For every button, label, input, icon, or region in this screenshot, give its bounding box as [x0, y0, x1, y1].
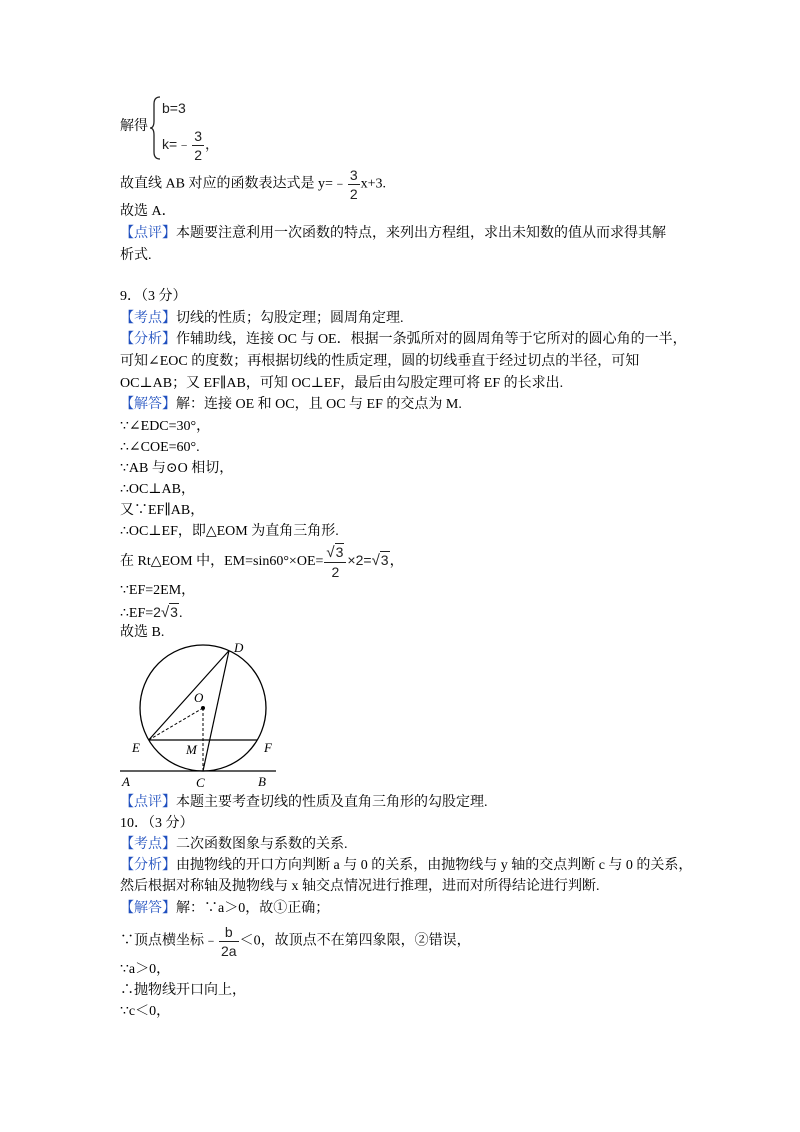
solution-step: ∵a＞0， — [120, 962, 171, 977]
solution-step: ∵c＜0， — [120, 1004, 171, 1019]
analysis-label: 【分析】 — [120, 332, 176, 347]
system-equation-2: k=﹣ $\frac{3}{2}$ ， — [162, 128, 219, 163]
label-b: B — [258, 774, 266, 789]
fraction: $\frac{b}{2a}$ — [221, 924, 237, 959]
topic-line: 【考点】切线的性质；勾股定理；圆周角定理. — [120, 311, 404, 326]
answer-line: 故选 A． — [120, 204, 176, 219]
analysis-line: 可知∠EOC 的度数；再根据切线的性质定理，圆的切线垂直于经过切点的半径，可知 — [120, 354, 640, 369]
label-o: O — [194, 690, 204, 705]
answer-line: 故选 B. — [120, 625, 165, 640]
solution-label: 【解答】 — [120, 901, 176, 916]
fraction: $\frac{3}{2}$ — [349, 167, 358, 202]
topic-line: 【考点】二次函数图象与系数的关系. — [120, 837, 348, 852]
sqrt: √3 — [326, 544, 344, 561]
system-brace — [150, 96, 162, 160]
system-equation-1: b=3 — [162, 100, 186, 116]
review-label: 【点评】 — [120, 226, 176, 241]
review-line: 【点评】本题主要考查切线的性质及直角三角形的勾股定理. — [120, 795, 488, 810]
solution-line: 【解答】解：连接 OE 和 OC，且 OC 与 EF 的交点为 M. — [120, 397, 462, 412]
solve-label: 解得 — [120, 119, 148, 134]
conclusion-line: 故直线 AB 对应的函数表达式是 y=﹣ $\frac{3}{2}$ x+3. — [120, 167, 387, 202]
solution-step: ∴抛物线开口向上， — [120, 983, 246, 998]
solution-step: ∴OC⊥AB， — [120, 482, 195, 497]
sqrt: √3 — [371, 552, 389, 570]
solution-line: 【解答】解：∵a＞0，故①正确； — [120, 901, 330, 916]
geometry-figure — [110, 636, 290, 792]
review-label: 【点评】 — [120, 795, 176, 810]
question-header: 9．（3 分） — [120, 289, 187, 304]
solution-step: ∴∠COE=60°. — [120, 440, 200, 455]
label-d: D — [234, 640, 244, 655]
label-m: M — [186, 742, 197, 757]
solution-step: ∵AB 与⊙O 相切， — [120, 461, 234, 476]
solution-step-ef: ∴EF=2√3. — [120, 604, 183, 621]
solution-step-vertex: ∵顶点横坐标﹣ $\frac{b}{2a}$ ＜0，故顶点不在第四象限，②错误， — [120, 924, 471, 959]
sqrt: √3 — [160, 604, 178, 621]
question-header: 10．（3 分） — [120, 816, 194, 831]
segment-cd — [203, 651, 229, 771]
solution-step: 又∵EF∥AB， — [120, 503, 205, 518]
label-f: F — [264, 740, 272, 755]
review-line-cont: 析式. — [120, 248, 152, 263]
label-e: E — [132, 740, 140, 755]
fraction: $\frac{√3}{2}$ — [324, 545, 346, 579]
solution-step: ∵∠EDC=30°， — [120, 419, 211, 434]
topic-label: 【考点】 — [120, 837, 176, 852]
label-c: C — [196, 775, 205, 790]
analysis-label: 【分析】 — [120, 858, 176, 873]
solution-step: ∵EF=2EM， — [120, 583, 196, 598]
fraction: $\frac{3}{2}$ — [194, 128, 202, 163]
analysis-line: 【分析】作辅助线，连接 OC 与 OE．根据一条弧所对的圆周角等于它所对的圆心角的一半， — [120, 332, 687, 347]
solution-label: 【解答】 — [120, 397, 176, 412]
solution-step: ∴OC⊥EF，即△EOM 为直角三角形. — [120, 524, 339, 539]
solution-step-em: 在 Rt△EOM 中，EM=sin60°×OE= $\frac{√3}{2}$ ×2=√3， — [120, 544, 404, 580]
analysis-line: 【分析】由抛物线的开口方向判断 a 与 0 的关系，由抛物线与 y 轴的交点判断 c 与 0 的关系， — [120, 858, 693, 873]
analysis-line: 然后根据对称轴及抛物线与 x 轴交点情况进行推理，进而对所得结论进行判断. — [120, 879, 600, 894]
topic-label: 【考点】 — [120, 311, 176, 326]
dashed-oe — [149, 708, 203, 740]
analysis-line: OC⊥AB；又 EF∥AB，可知 OC⊥EF，最后由勾股定理可将 EF 的长求出. — [120, 376, 564, 391]
review-line: 【点评】本题要注意利用一次函数的特点，来列出方程组，求出未知数的值从而求得其解 — [120, 226, 666, 241]
label-a: A — [122, 774, 130, 789]
center-dot-o — [201, 706, 205, 710]
segment-ed — [149, 651, 229, 740]
